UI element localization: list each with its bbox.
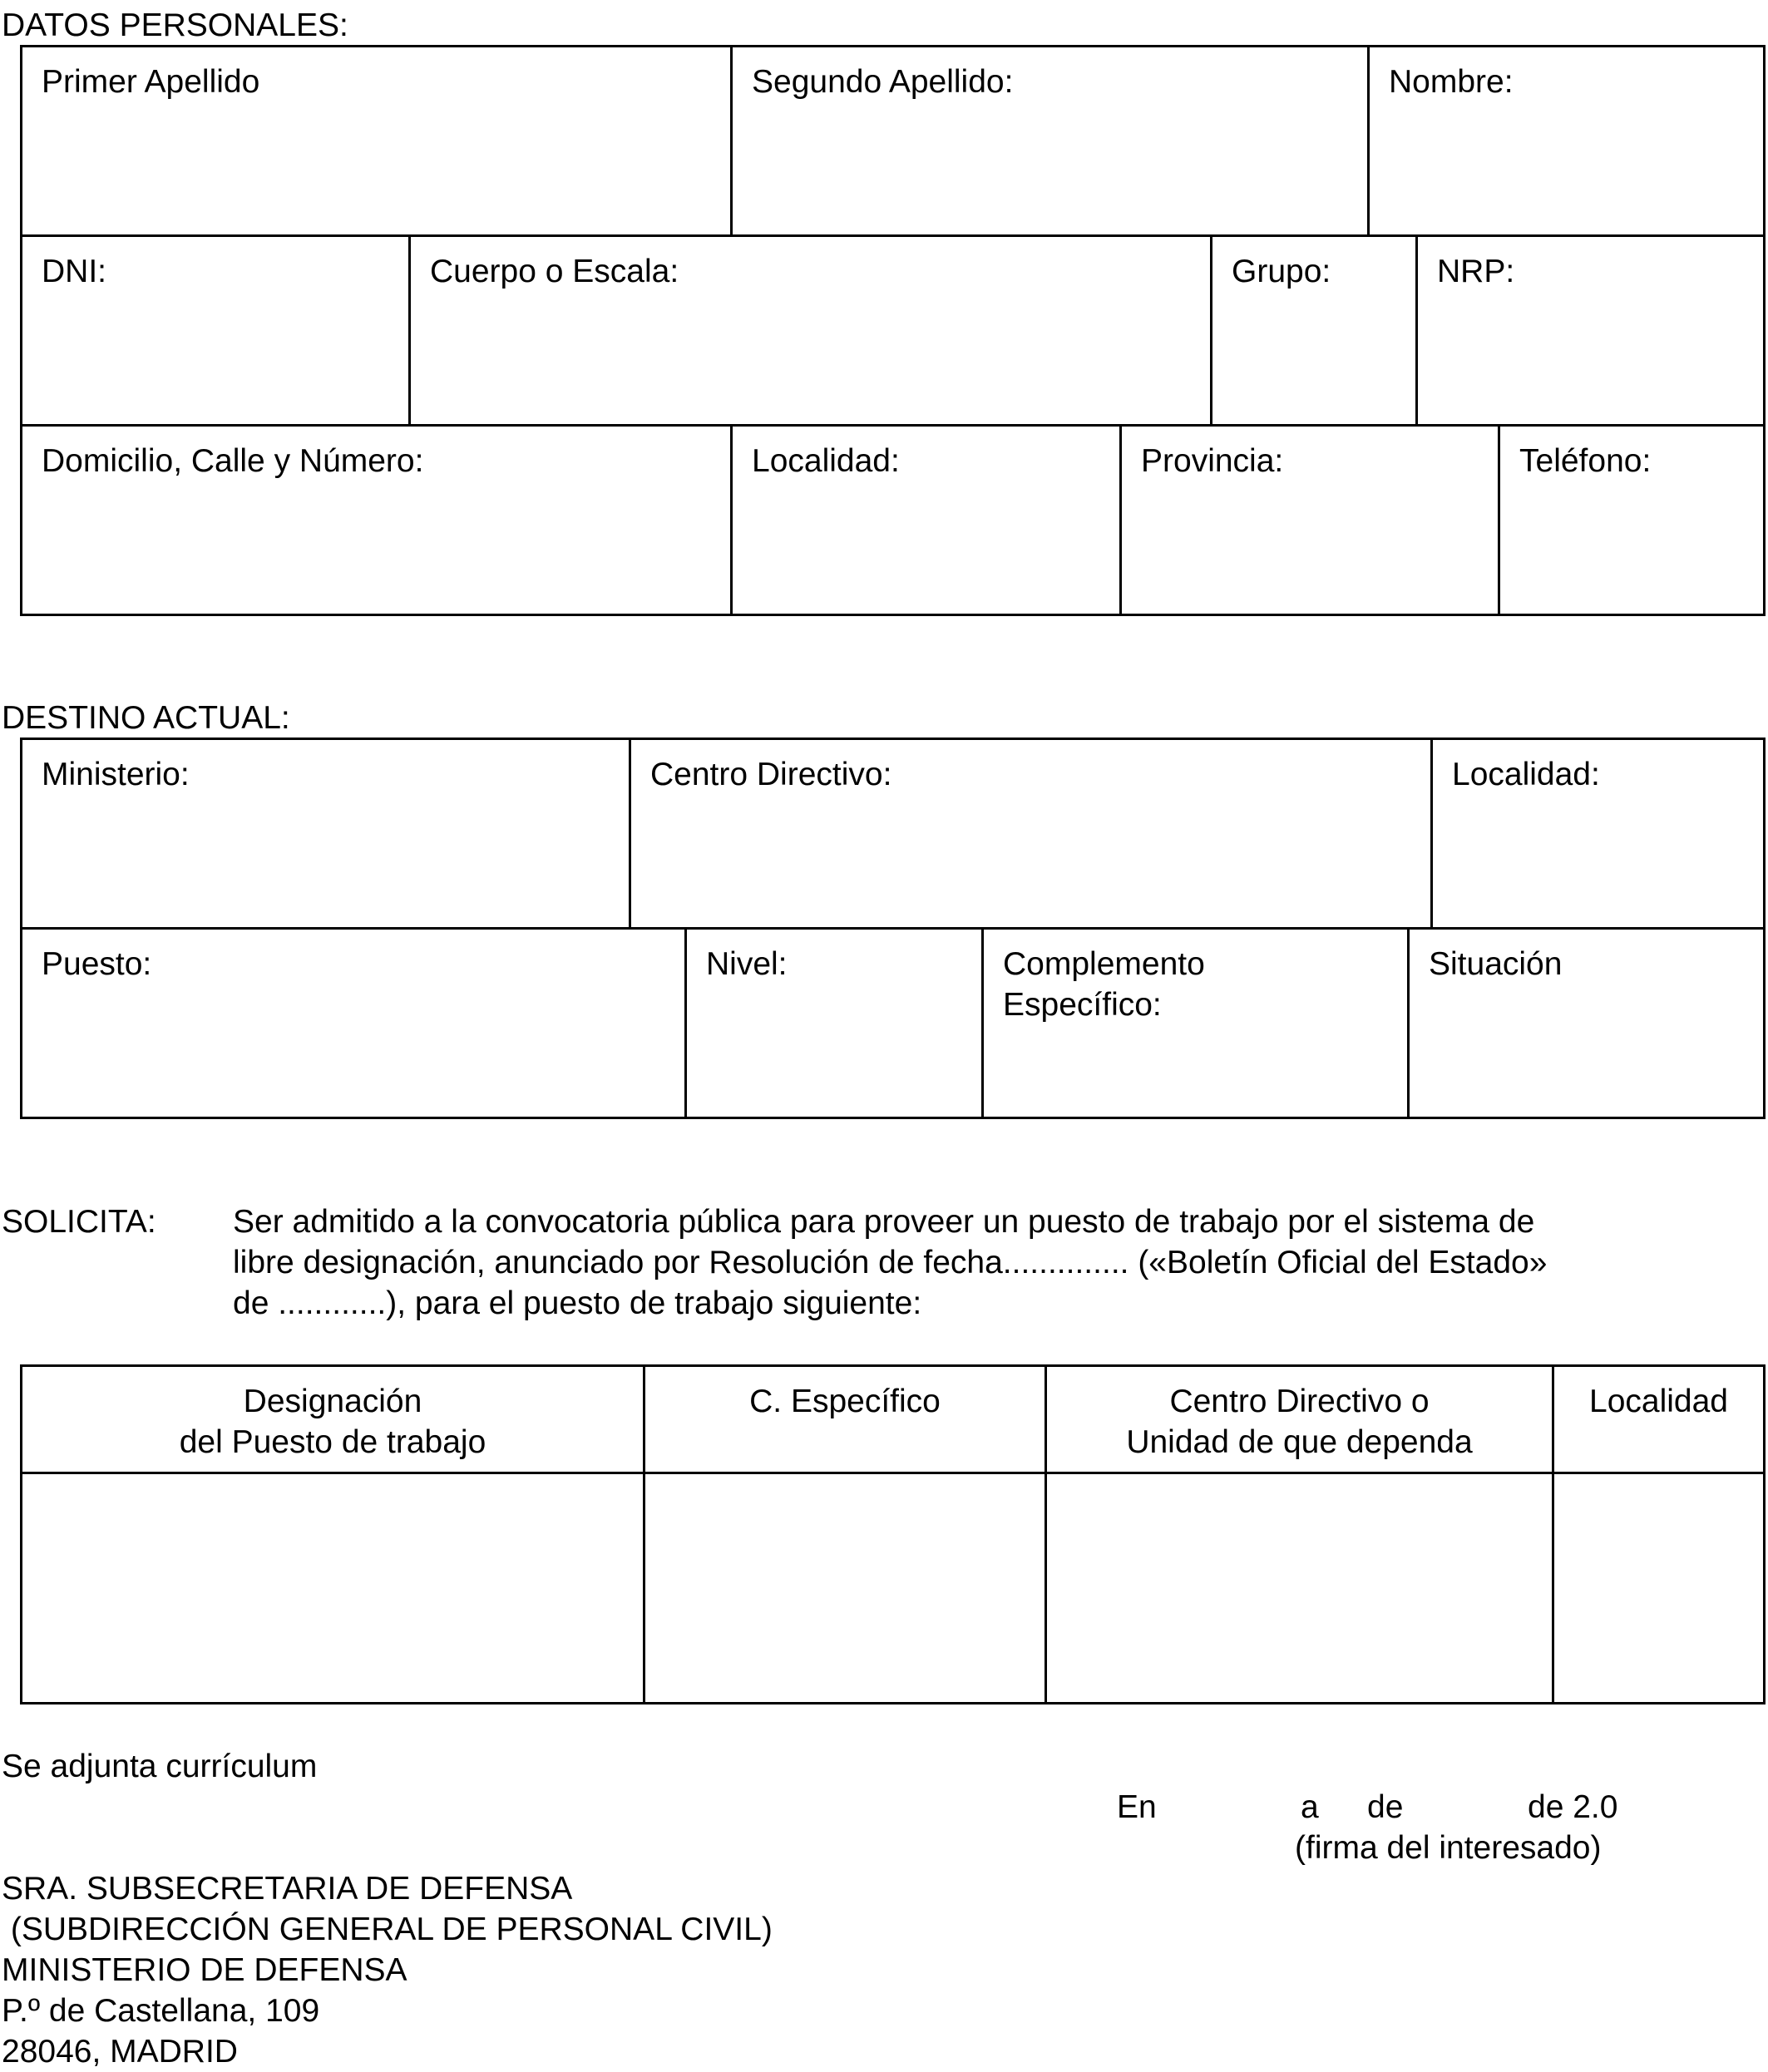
localidad-field[interactable]: Localidad: (732, 426, 1121, 615)
destino-row-2 (20, 927, 1766, 1119)
solicita-text: Ser admitido a la convocatoria pública para proveer un puesto de trabajo por el sistema de libre designación, anunciado por Resolución de fecha.............. («Boletín Oficial del Estado» de ............), para el puesto de trabajo siguiente: (233, 1204, 1548, 1321)
address-line-5: 28046, MADRID (2, 2034, 238, 2070)
solicita-label: SOLICITA: (2, 1204, 156, 1240)
nrp-field[interactable]: NRP: (1417, 236, 1765, 426)
c-especifico-header: C. Específico (644, 1366, 1046, 1473)
address-line-1: SRA. SUBSECRETARIA DE DEFENSA (2, 1871, 573, 1907)
nivel-field[interactable]: Nivel: (686, 929, 983, 1118)
centro-directivo-field[interactable]: Centro Directivo: (630, 739, 1432, 929)
provincia-field[interactable]: Provincia: (1121, 426, 1499, 615)
segundo-apellido-field[interactable]: Segundo Apellido: (732, 47, 1369, 236)
destino-row-1 (20, 738, 1766, 930)
signature-caption: (firma del interesado) (1295, 1830, 1602, 1866)
complemento-especifico-field[interactable]: Complemento Específico: (983, 929, 1409, 1118)
primer-apellido-field[interactable]: Primer Apellido (22, 47, 732, 236)
localidad-header: Localidad (1553, 1366, 1765, 1473)
designacion-cell[interactable] (22, 1473, 644, 1704)
centro-directivo-cell[interactable] (1046, 1473, 1553, 1704)
destino-localidad-field[interactable]: Localidad: (1432, 739, 1765, 929)
curriculum-note: Se adjunta currículum (2, 1749, 318, 1784)
dni-field[interactable]: DNI: (22, 236, 410, 426)
domicilio-field[interactable]: Domicilio, Calle y Número: (22, 426, 732, 615)
puesto-field[interactable]: Puesto: (22, 929, 686, 1118)
ministerio-field[interactable]: Ministerio: (22, 739, 630, 929)
telefono-field[interactable]: Teléfono: (1499, 426, 1765, 615)
nombre-field[interactable]: Nombre: (1369, 47, 1765, 236)
personal-row-1 (20, 45, 1766, 237)
personal-row-2 (20, 234, 1766, 427)
address-line-4: P.º de Castellana, 109 (2, 1993, 320, 2029)
signature-year: de 2.0 (1528, 1789, 1618, 1825)
situacion-field[interactable]: Situación (1409, 929, 1765, 1118)
designacion-header: Designación del Puesto de trabajo (22, 1366, 644, 1473)
signature-de: de (1367, 1789, 1404, 1825)
localidad-cell[interactable] (1553, 1473, 1765, 1704)
signature-en: En (1117, 1789, 1157, 1825)
grupo-field[interactable]: Grupo: (1212, 236, 1417, 426)
personal-data-heading: DATOS PERSONALES: (2, 7, 348, 43)
address-line-3: MINISTERIO DE DEFENSA (2, 1952, 407, 1988)
cuerpo-escala-field[interactable]: Cuerpo o Escala: (410, 236, 1212, 426)
address-line-2: (SUBDIRECCIÓN GENERAL DE PERSONAL CIVIL) (2, 1912, 773, 1947)
centro-directivo-header: Centro Directivo o Unidad de que dependa (1046, 1366, 1553, 1473)
signature-a: a (1301, 1789, 1319, 1825)
destino-actual-heading: DESTINO ACTUAL: (2, 700, 290, 736)
puesto-solicitado-table (20, 1364, 1766, 1704)
c-especifico-cell[interactable] (644, 1473, 1046, 1704)
personal-row-3 (20, 424, 1766, 616)
